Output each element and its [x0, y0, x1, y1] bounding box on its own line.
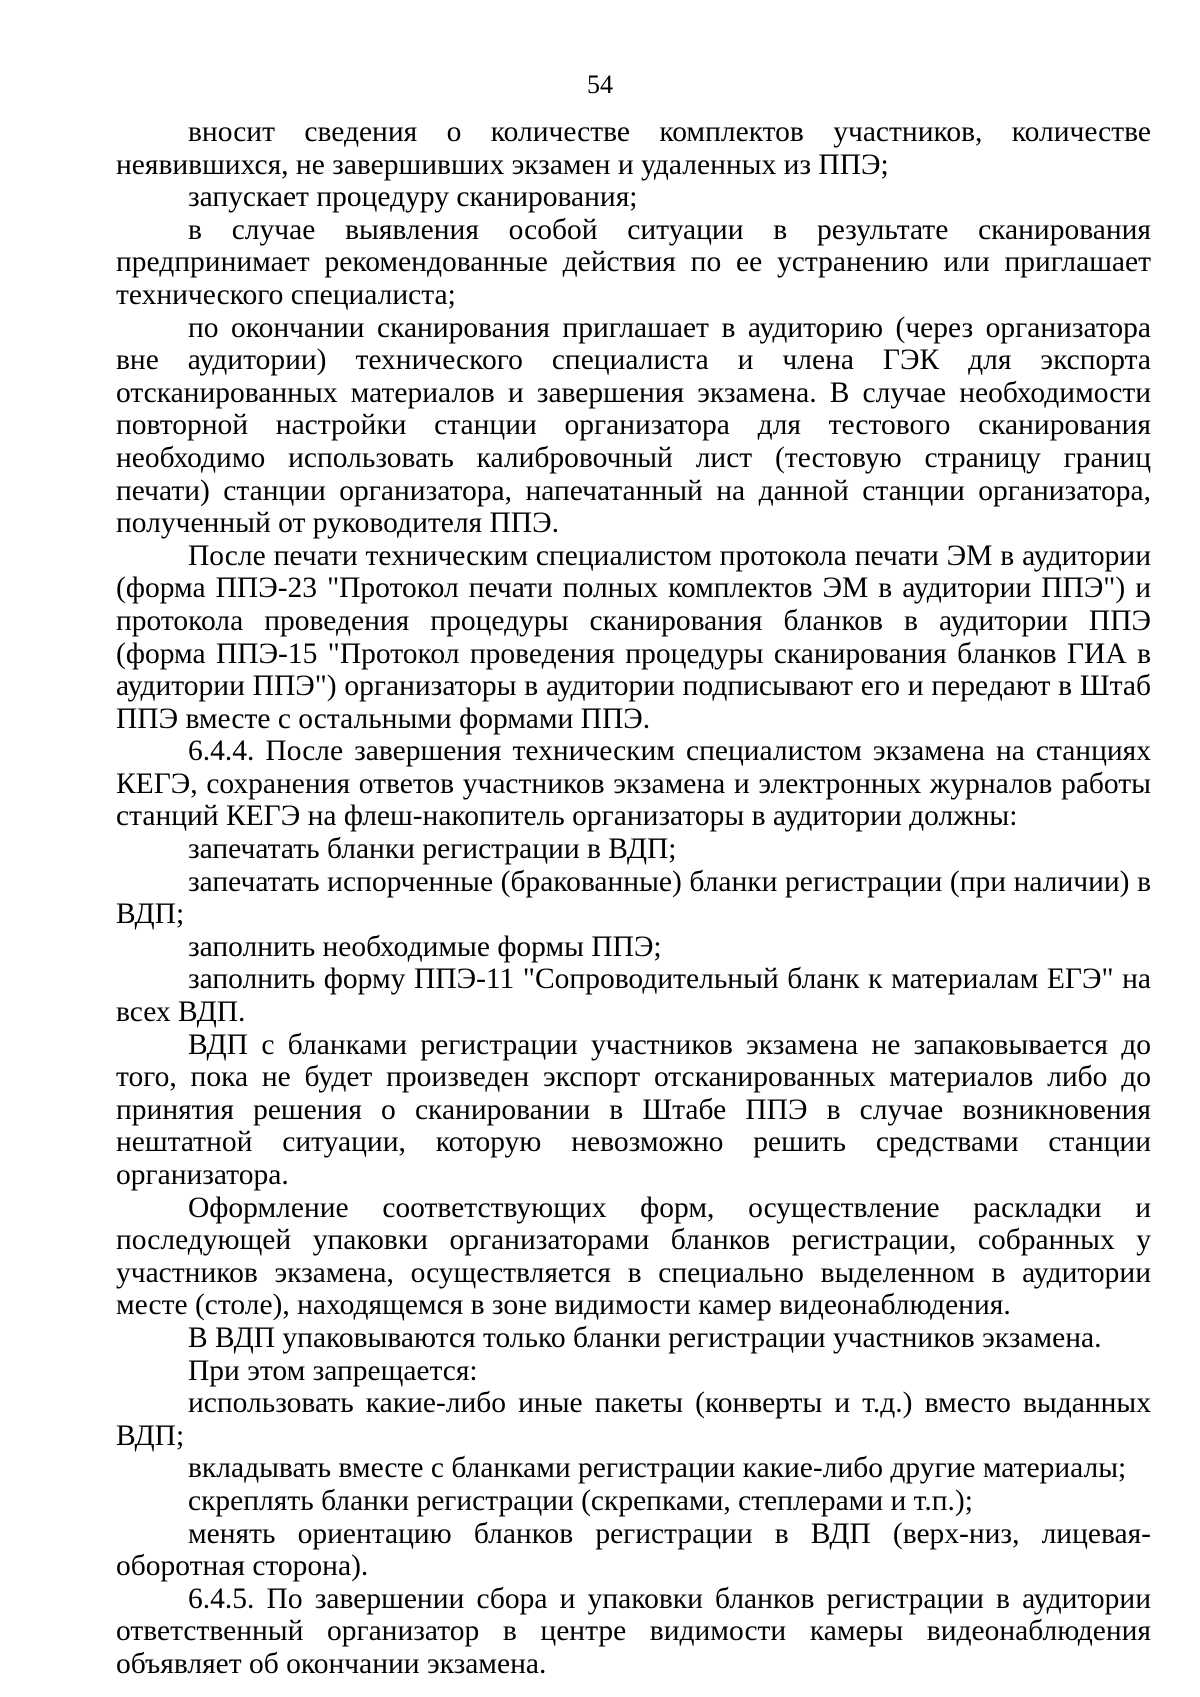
document-body: [116, 116, 1151, 1681]
page-number: 54: [587, 70, 613, 99]
paragraph: запечатать испорченные (бракованные) бланки регистрации (при наличии) в ВДП;: [116, 865, 1151, 931]
paragraph: скреплять бланки регистрации (скрепками, степлерами и т.п.);: [188, 1484, 973, 1517]
paragraph: Оформление соответствующих форм, осуществление раскладки и последующей упаковки организаторами бланков регистрации, собранных у участников экзамена, осуществляется в специально выделенном в аудитории месте (столе), находящемся в зоне видимости камер видеонаблюдения.: [116, 1191, 1151, 1322]
paragraph: по окончании сканирования приглашает в аудиторию (через организатора вне аудитории) технического специалиста и члена ГЭК для экспорта отсканированных материалов и завершения экзамена. В случае необходимости повторной настройки станции организатора для тестового сканирования необходимо использовать калибровочный лист (тестовую страницу границ печати) станции организатора, напечатанный на данной станции организатора, полученный от руководителя ППЭ.: [116, 311, 1151, 540]
paragraph: заполнить форму ППЭ-11 "Сопроводительный бланк к материалам ЕГЭ" на всех ВДП.: [116, 963, 1151, 1029]
paragraph: запечатать бланки регистрации в ВДП;: [188, 833, 677, 866]
paragraph: В ВДП упаковываются только бланки регистрации участников экзамена.: [188, 1321, 1102, 1354]
paragraph: использовать какие-либо иные пакеты (конверты и т.д.) вместо выданных ВДП;: [116, 1387, 1151, 1452]
paragraph: После печати техническим специалистом протокола печати ЭМ в аудитории (форма ППЭ-23 "Протокол печати полных комплектов ЭМ в аудитории ППЭ") и протокола проведения процедуры сканирования бланков в аудитории ППЭ (форма ППЭ-15 "Протокол проведения процедуры сканирования бланков ГИА в аудитории ППЭ") организаторы в аудитории подписывают его и передают в Штаб ППЭ вместе с остальными формами ППЭ.: [116, 539, 1151, 735]
paragraph: заполнить необходимые формы ППЭ;: [188, 930, 662, 963]
section-paragraph-6-4-4: 6.4.4. После завершения техническим специалистом экзамена на станциях КЕГЭ, сохранения ответов участников экзамена и электронных журналов работы станций КЕГЭ на флеш-накопитель организаторы в аудитории должны:: [116, 735, 1151, 833]
paragraph: вкладывать вместе с бланками регистрации какие-либо другие материалы;: [188, 1452, 1127, 1485]
paragraph: При этом запрещается:: [188, 1354, 478, 1387]
paragraph: менять ориентацию бланков регистрации в ВДП (верх-низ, лицевая-оборотная сторона).: [116, 1517, 1151, 1583]
paragraph: вносит сведения о количестве комплектов участников, количестве неявившихся, не завершивших экзамен и удаленных из ППЭ;: [116, 116, 1151, 181]
paragraph: запускает процедуру сканирования;: [188, 181, 638, 214]
paragraph: в случае выявления особой ситуации в результате сканирования предпринимает рекомендованные действия по ее устранению или приглашает технического специалиста;: [116, 213, 1151, 311]
paragraph: ВДП с бланками регистрации участников экзамена не запаковывается до того, пока не будет произведен экспорт отсканированных материалов либо до принятия решения о сканировании в Штабе ППЭ в случае возникновения нештатной ситуации, которую невозможно решить средствами станции организатора.: [116, 1028, 1151, 1191]
section-paragraph-6-4-5: 6.4.5. По завершении сбора и упаковки бланков регистрации в аудитории ответственный организатор в центре видимости камеры видеонаблюдения объявляет об окончании экзамена.: [116, 1582, 1151, 1680]
